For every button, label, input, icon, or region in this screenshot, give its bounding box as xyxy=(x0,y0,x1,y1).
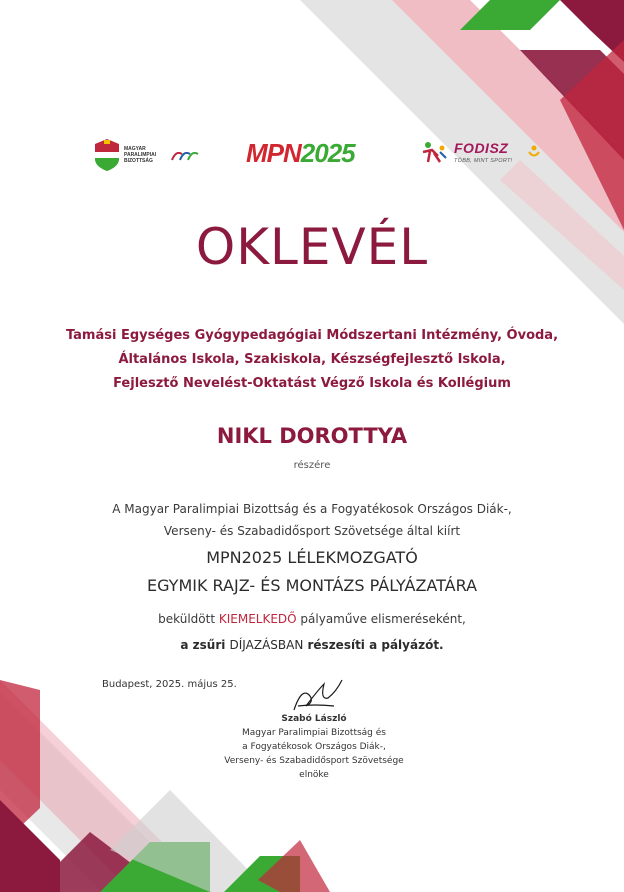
institution-name xyxy=(40,324,584,396)
fodisz-logo xyxy=(420,136,540,172)
agitos-icon xyxy=(170,148,200,164)
issuer-line-2: Verseny- és Szabadidősport Szövetsége által kiírt xyxy=(163,524,461,538)
institution-line-1: Tamási Egységes Gyógypedagógiai Módszertani Intézmény, Óvoda, xyxy=(65,328,559,343)
logo-bar xyxy=(0,132,624,180)
award-post: pályaműve elismeréseként, xyxy=(296,612,466,626)
jury-post: részesíti a pályázót. xyxy=(303,638,444,652)
mpn-logo-part2: 2025 xyxy=(300,138,355,168)
signer-line-4: elnöke xyxy=(299,770,329,780)
deco-green-band-top xyxy=(460,0,560,30)
jury-line xyxy=(0,634,624,656)
signer-block xyxy=(200,712,428,782)
award-pre: beküldött xyxy=(158,612,219,626)
issuer-line-1: A Magyar Paralimpiai Bizottság és a Fogyatékosok Országos Diák-, xyxy=(112,502,512,516)
institution-line-2: Általános Iskola, Szakiskola, Készségfejlesztő Iskola, xyxy=(118,352,506,367)
fodisz-name: FODISZ xyxy=(454,140,509,156)
jury-pre: a zsűri xyxy=(180,638,230,652)
signer-line-3: Verseny- és Szabadidősport Szövetsége xyxy=(224,756,404,766)
signer-line-2: a Fogyatékosok Országos Diák-, xyxy=(242,742,386,752)
recipient-suffix: részére xyxy=(293,460,331,471)
athlete-icon xyxy=(420,140,450,166)
jury-mid: DÍJAZÁSBAN xyxy=(229,638,304,652)
award-line xyxy=(0,608,624,630)
signer-line-1: Magyar Paralimpiai Bizottság és xyxy=(242,728,386,738)
mpn2025-logo xyxy=(246,136,386,170)
issue-date: Budapest, 2025. május 25. xyxy=(102,679,237,690)
mpn-logo-part1: MPN xyxy=(246,138,301,168)
shield-icon xyxy=(94,138,120,172)
fodisz-tagline: TÖBB, MINT SPORT! xyxy=(454,158,513,164)
mpb-logo xyxy=(94,138,204,174)
recipient-name: NIKL DOROTTYA xyxy=(216,424,408,448)
document-title: OKLEVÉL xyxy=(195,218,429,276)
issuer-text xyxy=(60,498,564,542)
smile-icon xyxy=(528,144,540,160)
contest-title xyxy=(0,544,624,600)
institution-line-3: Fejlesztő Nevelést-Oktatást Végző Iskola és Kollégium xyxy=(113,376,511,391)
contest-line-1: MPN2025 LÉLEKMOZGATÓ xyxy=(206,548,418,567)
signature-icon xyxy=(284,676,354,716)
contest-line-2: EGYMIK RAJZ- ÉS MONTÁZS PÁLYÁZATÁRA xyxy=(146,576,478,595)
signer-name: Szabó László xyxy=(281,714,347,724)
mpb-logo-text: MAGYAR PARALIMPIAI BIZOTTSÁG xyxy=(124,146,157,164)
award-highlight: KIEMELKEDŐ xyxy=(218,612,297,626)
